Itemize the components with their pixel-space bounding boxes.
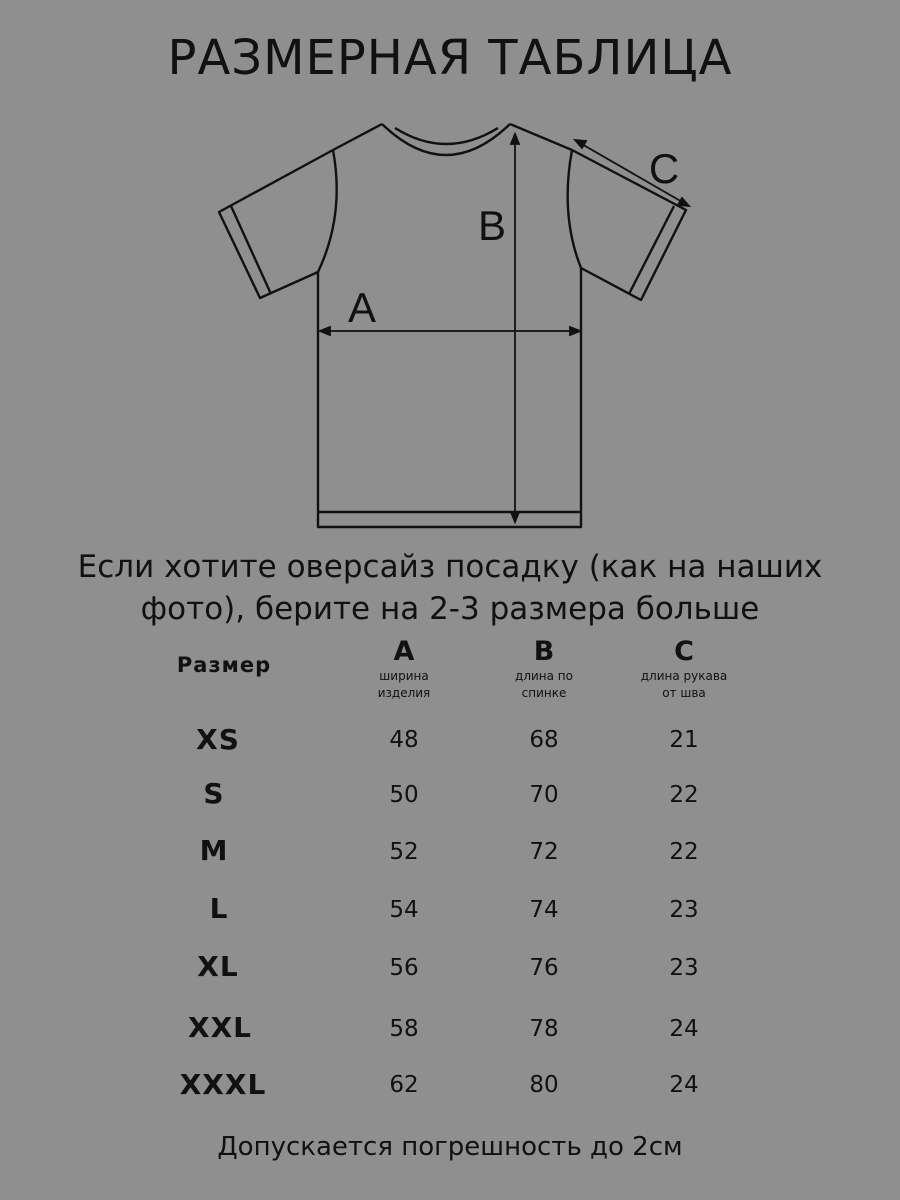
- header-a-letter: A: [393, 636, 415, 667]
- header-c-desc: [619, 668, 749, 702]
- header-a-desc-line-1: ширина: [379, 669, 429, 683]
- row-a: 62: [389, 1072, 419, 1098]
- row-size: S: [203, 777, 225, 810]
- row-c: 23: [669, 897, 699, 923]
- row-c: 21: [669, 727, 699, 753]
- header-size: Размер: [176, 653, 272, 677]
- measure-a-arrow-right: [570, 327, 580, 335]
- tshirt-outline: [219, 124, 686, 527]
- row-c: 22: [669, 839, 699, 865]
- row-size: XS: [196, 723, 240, 756]
- label-c: C: [648, 145, 680, 192]
- row-b: 70: [529, 782, 559, 808]
- measure-a-arrow-left: [320, 327, 330, 335]
- row-a: 58: [389, 1016, 419, 1042]
- row-b: 74: [529, 897, 559, 923]
- row-size: L: [209, 892, 229, 925]
- measure-c-arrow-bottom: [678, 198, 689, 206]
- header-b-desc: [479, 668, 609, 702]
- row-a: 56: [389, 955, 419, 981]
- row-size: XL: [197, 950, 239, 983]
- header-c-desc-line-1: длина рукава: [640, 669, 728, 683]
- header-b-desc-line-2: спинке: [521, 686, 567, 700]
- row-b: 68: [529, 727, 559, 753]
- row-b: 72: [529, 839, 559, 865]
- row-a: 48: [389, 727, 419, 753]
- row-c: 23: [669, 955, 699, 981]
- header-b-letter: B: [533, 636, 555, 667]
- row-size: XXXL: [179, 1068, 267, 1101]
- tolerance-note: Допускается погрешность до 2см: [217, 1132, 683, 1162]
- row-c: 22: [669, 782, 699, 808]
- tshirt-diagram: [0, 0, 900, 540]
- label-a: A: [347, 284, 377, 331]
- row-size: XXL: [187, 1011, 253, 1044]
- row-c: 24: [669, 1016, 699, 1042]
- row-a: 52: [389, 839, 419, 865]
- row-a: 54: [389, 897, 419, 923]
- measure-c-arrow-top: [575, 140, 586, 148]
- header-a-desc: [339, 668, 469, 702]
- header-c-desc-line-2: от шва: [662, 686, 706, 700]
- note-line-2: фото), берите на 2-3 размера больше: [140, 591, 760, 627]
- measure-b-arrow-bottom: [511, 512, 519, 522]
- label-b: B: [477, 202, 507, 249]
- row-b: 78: [529, 1016, 559, 1042]
- row-size: M: [199, 834, 229, 867]
- oversize-note: [0, 546, 900, 630]
- row-b: 76: [529, 955, 559, 981]
- row-a: 50: [389, 782, 419, 808]
- row-c: 24: [669, 1072, 699, 1098]
- row-b: 80: [529, 1072, 559, 1098]
- header-b-desc-line-1: длина по: [515, 669, 573, 683]
- note-line-1: Если хотите оверсайз посадку (как на наших: [77, 549, 823, 585]
- header-a-desc-line-2: изделия: [377, 686, 431, 700]
- measure-b-arrow-top: [511, 134, 519, 144]
- header-c-letter: C: [674, 636, 694, 667]
- page-title: РАЗМЕРНАЯ ТАБЛИЦА: [167, 30, 733, 86]
